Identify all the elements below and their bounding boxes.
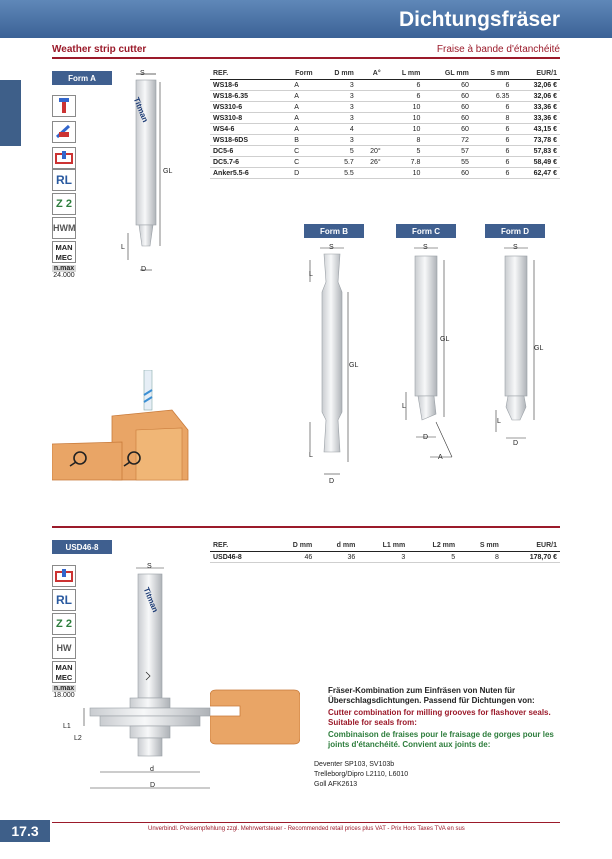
table-row (210, 157, 560, 168)
shank-cutter-icon (52, 95, 76, 117)
nmax-label: n.max (53, 265, 75, 272)
form-b-dim-s: S (329, 244, 334, 251)
table-cell: 8 (384, 135, 424, 146)
form-c-dim-a: A (438, 454, 443, 461)
table-cell: 6.35 (472, 91, 513, 102)
form-b-dim-l-bottom: L (309, 452, 313, 459)
table-cell: 3 (316, 91, 357, 102)
two-flutes-icon: Z 2 (52, 193, 76, 215)
table-cell: 6 (472, 168, 513, 179)
table-cell: 5 (384, 146, 424, 157)
manual-label-2: MAN (55, 663, 73, 672)
carbide-icon-2: HW (52, 637, 76, 659)
column-header: L1 mm (358, 540, 408, 552)
table-row (210, 552, 560, 563)
nmax-label-2: n.max (53, 685, 75, 692)
table-cell: 5.5 (316, 168, 357, 179)
table-cell: 32,06 € (512, 91, 560, 102)
table-cell: 8 (472, 113, 513, 124)
form-a-label: Form A (52, 71, 112, 85)
rotation-right-icon-2: RL (52, 589, 76, 611)
form-d-dim-d: D (513, 440, 519, 447)
nmax-value-2: 18.000 (53, 692, 75, 699)
usd-dim-l2: L2 (74, 735, 82, 742)
form-b-dim-d: D (329, 478, 335, 485)
chapter-side-tab (0, 80, 21, 146)
table-cell: 72 (423, 135, 472, 146)
table-cell (357, 91, 384, 102)
subtitle-french: Fraise à bande d'étanchéité (436, 44, 560, 55)
table-cell: 60 (423, 80, 472, 91)
table-cell: DC5-6 (210, 146, 278, 157)
usd-dim-s: S (147, 563, 152, 570)
table-cell: 3 (358, 552, 408, 563)
brand-logo-2: Titman (141, 586, 160, 614)
two-flutes-icon-2: Z 2 (52, 613, 76, 635)
form-b-dim-l-top: L (309, 271, 313, 278)
table-cell: USD46-8 (210, 552, 271, 563)
section-divider (52, 526, 560, 528)
table-cell: WS4-6 (210, 124, 278, 135)
table-row (210, 146, 560, 157)
table-cell: A (278, 113, 316, 124)
dim-s-label: S (140, 70, 145, 77)
mechanical-label: MEC (55, 253, 73, 262)
table-cell: 6 (472, 146, 513, 157)
rotation-right-icon: RL (52, 169, 76, 191)
groove-cut-icon (52, 147, 76, 169)
table-cell: 6 (384, 80, 424, 91)
column-header: S mm (458, 540, 502, 552)
table-cell: 36 (315, 552, 358, 563)
column-header: REF. (210, 68, 278, 80)
column-header: D mm (316, 68, 357, 80)
seal-item: Trelleborg/Dipro L2110, L6010 (314, 771, 409, 778)
table-cell: B (278, 135, 316, 146)
table-cell: 55 (423, 157, 472, 168)
table-cell: 73,78 € (512, 135, 560, 146)
table-cell: A (278, 124, 316, 135)
table-row (210, 80, 560, 91)
table-cell: 32,06 € (512, 80, 560, 91)
table-cell: 178,70 € (502, 552, 560, 563)
table-cell: 4 (316, 124, 357, 135)
column-header: EUR/1 (512, 68, 560, 80)
usd46-label: USD46-8 (52, 540, 112, 554)
table-cell: 3 (316, 80, 357, 91)
form-d-dim-l: L (497, 418, 501, 425)
table-cell: 20° (357, 146, 384, 157)
description-english: Cutter combination for milling grooves for flashover seals. Suitable for seals from: (328, 708, 551, 727)
description-german: Fräser-Kombination zum Einfräsen von Nuten für Überschlagsdichtungen. Passend für Dichtungen von: (328, 686, 535, 705)
window-frame-application-illustration (52, 370, 192, 485)
seal-list (314, 760, 408, 790)
table-cell: 60 (423, 91, 472, 102)
nmax-value: 24.000 (53, 272, 75, 279)
form-b-tool-drawing (300, 242, 370, 487)
column-header: Form (278, 68, 316, 80)
table-cell: 3 (316, 113, 357, 124)
seal-profile-illustration (210, 686, 300, 746)
table-row (210, 102, 560, 113)
table-cell: 60 (423, 124, 472, 135)
table-cell: 10 (384, 124, 424, 135)
table-cell: WS18-6.35 (210, 91, 278, 102)
table-cell: 6 (472, 157, 513, 168)
table-cell (357, 135, 384, 146)
mechanical-label-2: MEC (55, 673, 73, 682)
table-cell: 6 (472, 135, 513, 146)
column-header: A° (357, 68, 384, 80)
product-table-1 (210, 68, 560, 179)
dim-gl-label: GL (163, 168, 173, 175)
usd-dim-d-big: D (150, 782, 156, 789)
price-note: Unverbindl. Preisempfehlung zzgl. Mehrwertsteuer - Recommended retail prices plus VAT - Prix Hors Taxes TVA en sus (148, 826, 465, 832)
table-cell: 5 (316, 146, 357, 157)
table-cell: 57,83 € (512, 146, 560, 157)
form-b-label: Form B (304, 224, 364, 238)
table-cell: D (278, 168, 316, 179)
column-header: L2 mm (408, 540, 458, 552)
table-cell: 8 (458, 552, 502, 563)
seal-item: Goll AFK2613 (314, 781, 358, 788)
carbide-icon: HWM (52, 217, 76, 239)
page-number: 17.3 (0, 820, 50, 842)
column-header: GL mm (423, 68, 472, 80)
table-row (210, 124, 560, 135)
usd-dim-l1: L1 (63, 723, 71, 730)
table-cell: 7.8 (384, 157, 424, 168)
table-cell: 26° (357, 157, 384, 168)
table-cell: A (278, 91, 316, 102)
form-c-dim-l: L (402, 403, 406, 410)
form-d-dim-gl: GL (534, 345, 544, 352)
form-c-dim-s: S (423, 244, 428, 251)
table-cell: WS18-6DS (210, 135, 278, 146)
column-header: d mm (315, 540, 358, 552)
table-row (210, 168, 560, 179)
seal-item: Deventer SP103, SV103b (314, 761, 395, 768)
column-header: L mm (384, 68, 424, 80)
table-row (210, 91, 560, 102)
table-cell: 33,36 € (512, 102, 560, 113)
usd-dim-d-small: d (150, 766, 154, 773)
column-header: D mm (271, 540, 315, 552)
table-cell: 33,36 € (512, 113, 560, 124)
table-cell: 3 (316, 102, 357, 113)
max-speed-badge (52, 265, 76, 279)
form-c-dim-d: D (423, 434, 429, 441)
table-cell: 6 (472, 124, 513, 135)
dim-d-label: D (141, 266, 147, 273)
form-c-dim-gl: GL (440, 336, 450, 343)
column-header: REF. (210, 540, 271, 552)
table-cell: 60 (423, 102, 472, 113)
column-header: EUR/1 (502, 540, 560, 552)
table-cell (357, 102, 384, 113)
table-cell: 60 (423, 168, 472, 179)
table-cell: A (278, 102, 316, 113)
table-cell (357, 168, 384, 179)
table-cell: 58,49 € (512, 157, 560, 168)
table-cell: 62,47 € (512, 168, 560, 179)
description-french: Combinaison de fraises pour le fraisage de gorges pour les joints d'étanchéité. Convient aux joints de: (328, 730, 554, 749)
subtitle-english: Weather strip cutter (52, 44, 147, 55)
form-c-label: Form C (396, 224, 456, 238)
header-divider (52, 57, 560, 59)
table-cell: 5.7 (316, 157, 357, 168)
dim-l-label: L (121, 244, 125, 251)
column-header: S mm (472, 68, 513, 80)
table-row (210, 113, 560, 124)
table-row (210, 135, 560, 146)
feed-type-icon (52, 241, 76, 263)
table-cell (357, 113, 384, 124)
table-cell: Anker5.5-6 (210, 168, 278, 179)
table-cell: 60 (423, 113, 472, 124)
table-cell: 6 (384, 91, 424, 102)
angle-cut-icon (52, 121, 76, 143)
table-cell: DC5.7-6 (210, 157, 278, 168)
table-cell: 10 (384, 168, 424, 179)
page-title: Dichtungsfräser (398, 8, 560, 31)
table-cell: 3 (316, 135, 357, 146)
product-table-2 (210, 540, 560, 563)
table-cell: A (278, 80, 316, 91)
feed-type-icon-2 (52, 661, 76, 683)
groove-cut-icon-2 (52, 565, 76, 587)
footer-divider (52, 822, 560, 823)
usd46-tool-drawing (80, 560, 230, 800)
table-cell: 6 (472, 80, 513, 91)
table-cell: 6 (472, 102, 513, 113)
form-d-label: Form D (485, 224, 545, 238)
table-cell: WS18-6 (210, 80, 278, 91)
form-b-dim-gl: GL (349, 362, 359, 369)
table-cell: 43,15 € (512, 124, 560, 135)
table-cell: 46 (271, 552, 315, 563)
table-cell: WS310-6 (210, 102, 278, 113)
manual-label: MAN (55, 243, 73, 252)
table-cell: C (278, 146, 316, 157)
table-cell: WS310-8 (210, 113, 278, 124)
table-cell: C (278, 157, 316, 168)
table-cell: 57 (423, 146, 472, 157)
table-cell: 10 (384, 102, 424, 113)
form-c-tool-drawing (396, 242, 466, 467)
table-cell: 5 (408, 552, 458, 563)
table-cell (357, 124, 384, 135)
max-speed-badge-2 (52, 685, 76, 699)
form-d-dim-s: S (513, 244, 518, 251)
brand-logo: Titman (131, 96, 150, 124)
table-cell: 10 (384, 113, 424, 124)
table-cell (357, 80, 384, 91)
